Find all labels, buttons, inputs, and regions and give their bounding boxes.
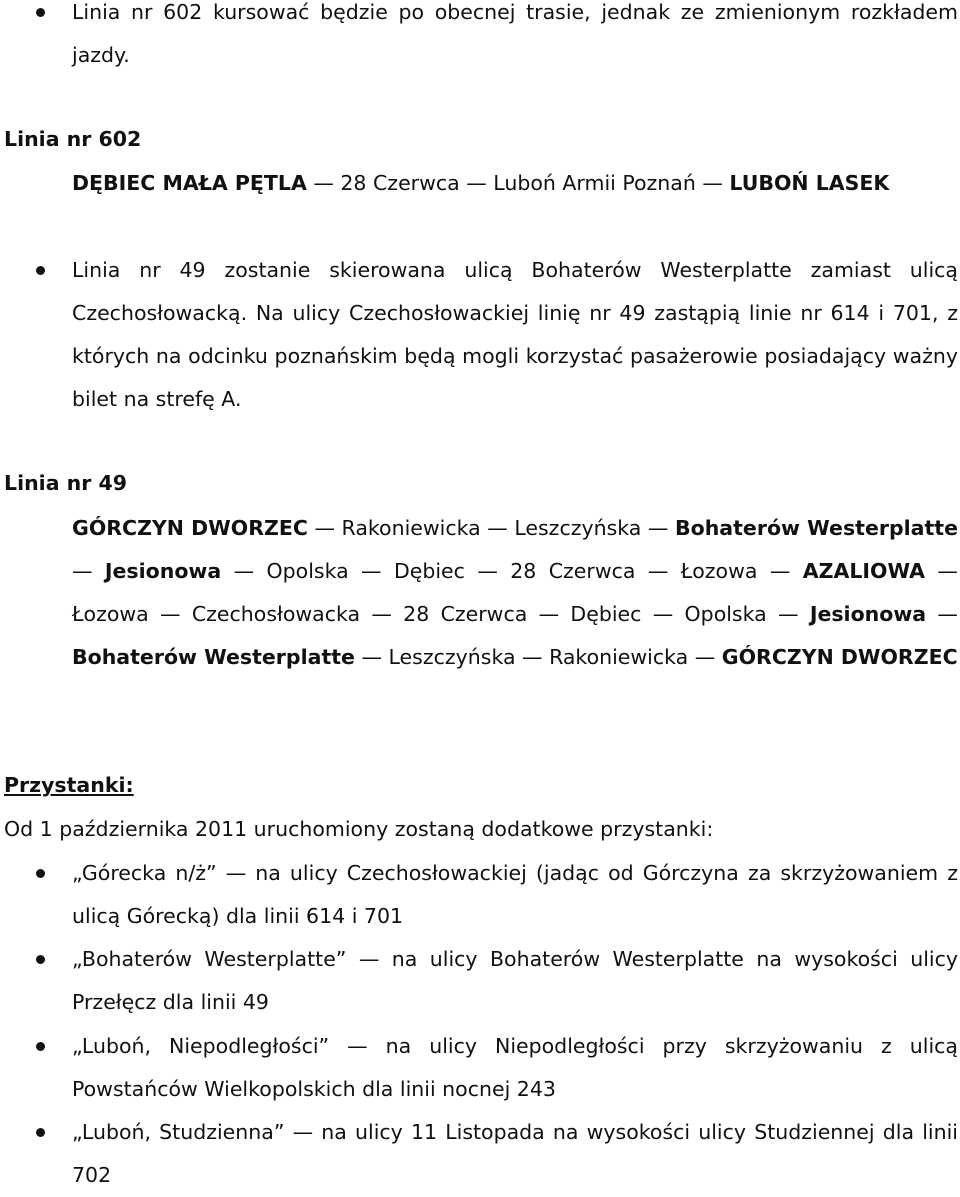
bullet-dot [36, 955, 45, 964]
route-stop: GÓRCZYN DWORZEC [721, 645, 958, 669]
bullet-dot [36, 869, 45, 878]
bullet-dot [36, 1042, 45, 1051]
stop-description: na ulicy Niepodległości przy skrzyżowaniu z ulicą Powstańców Wielkopolskich dla linii nocnej 243 [72, 1034, 958, 1101]
intro-bullet-text: Linia nr 602 kursować będzie po obecnej trasie, jednak ze zmienionym rozkładem jazdy. [72, 0, 958, 67]
route-stop: GÓRCZYN DWORZEC [72, 516, 308, 540]
route-stop: Dębiec [393, 559, 465, 583]
stop-description: na ulicy Czechosłowackiej (jadąc od Górczyna za skrzyżowaniem z ulicą Górecką) dla linii 614 i 701 [72, 861, 958, 928]
route-stop: Bohaterów Westerplatte [72, 645, 355, 669]
route-stop: Leszczyńska [514, 516, 642, 540]
route-stop: Łozowa [680, 559, 758, 583]
line-602-route [0, 162, 960, 205]
line-49-route [0, 507, 960, 679]
stop-name: „Luboń, Niepodległości” [72, 1034, 330, 1058]
stop-item: „Górecka n/ż” — na ulicy Czechosłowackiej (jadąc od Górczyna za skrzyżowaniem z ulicą Górecką) dla linii 614 i 701 [0, 852, 960, 938]
route-text: GÓRCZYN DWORZEC — Rakoniewicka — Leszczyńska — Bohaterów Westerplatte — Jesionowa — Opolska — Dębiec — 28 Czerwca — Łozowa — AZALIOWA — Łozowa — Czechosłowacka — 28 Czerwca — Dębiec — Opolska — Jesionowa — Bohaterów Westerplatte — Leszczyńska — Rakoniewicka — GÓRCZYN DWORZEC [72, 516, 958, 669]
route-stop: 28 Czerwca [403, 602, 528, 626]
stop-name: „Bohaterów Westerplatte” [72, 947, 347, 971]
stop-name: „Luboń, Studzienna” [72, 1120, 285, 1144]
line-49-bullet-text: Linia nr 49 zostanie skierowana ulicą Bohaterów Westerplatte zamiast ulicą Czechosłowacką. Na ulicy Czechosłowackiej linię nr 49 zastąpią linie nr 614 i 701, z których na odcinku poznańskim będą mogli korzystać pasażerowie posiadający ważny bilet na strefę A. [72, 258, 958, 411]
stops-heading [0, 764, 960, 807]
route-stop: 28 Czerwca [510, 559, 636, 583]
route-stop: Rakoniewicka [549, 645, 689, 669]
stop-item: „Luboń, Niepodległości” — na ulicy Niepodległości przy skrzyżowaniu z ulicą Powstańców Wielkopolskich dla linii nocnej 243 [0, 1025, 960, 1111]
route-stop: Czechosłowacka [191, 602, 361, 626]
bullet-dot [36, 1128, 45, 1137]
bullet-dot [36, 266, 45, 275]
route-stop: Jesionowa [104, 559, 222, 583]
route-stop: Łozowa [72, 602, 149, 626]
route-stop: Opolska [684, 602, 767, 626]
stops-intro: Od 1 października 2011 uruchomiony zostaną dodatkowe przystanki: [4, 817, 714, 841]
stops-heading-text: Przystanki: [4, 773, 134, 797]
route-stop: LUBOŃ LASEK [729, 171, 890, 195]
intro-bullet-item [0, 0, 960, 77]
stop-description: na ulicy 11 Listopada na wysokości ulicy Studziennej dla linii 702 [72, 1120, 958, 1187]
line-602-heading: Linia nr 602 [4, 127, 142, 151]
route-stop: Opolska [266, 559, 349, 583]
route-stop: Rakoniewicka [341, 516, 481, 540]
route-stop: 28 Czerwca [340, 171, 460, 195]
route-stop: Dębiec [570, 602, 642, 626]
stop-name: „Górecka n/ż” [72, 861, 217, 885]
line-49-bullet-item [0, 249, 960, 421]
stop-description: na ulicy Bohaterów Westerplatte na wysokości ulicy Przełęcz dla linii 49 [72, 947, 958, 1014]
route-stop: AZALIOWA [802, 559, 926, 583]
route-text: DĘBIEC MAŁA PĘTLA — 28 Czerwca — Luboń Armii Poznań — LUBOŃ LASEK [72, 171, 890, 195]
route-stop: Luboń Armii Poznań [493, 171, 696, 195]
route-stop: Leszczyńska [388, 645, 516, 669]
route-stop: DĘBIEC MAŁA PĘTLA [72, 171, 307, 195]
stop-item: „Bohaterów Westerplatte” — na ulicy Bohaterów Westerplatte na wysokości ulicy Przełęcz dla linii 49 [0, 938, 960, 1024]
route-stop: Jesionowa [809, 602, 927, 626]
stop-item: „Luboń, Studzienna” — na ulicy 11 Listopada na wysokości ulicy Studziennej dla linii 702 [0, 1111, 960, 1197]
bullet-dot [36, 8, 45, 17]
route-stop: Bohaterów Westerplatte [675, 516, 958, 540]
line-49-heading: Linia nr 49 [4, 471, 128, 495]
